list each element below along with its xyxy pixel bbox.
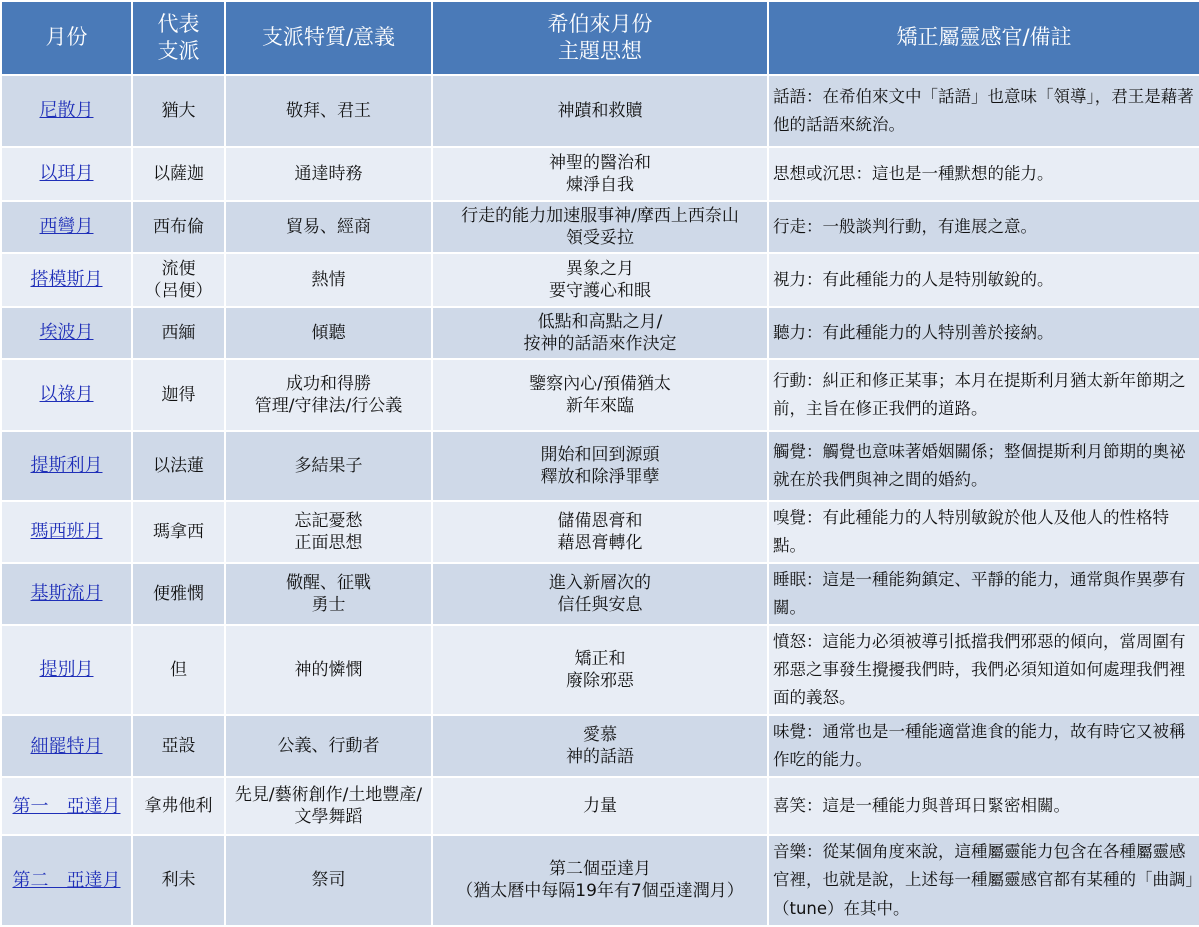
- note-cell: 視力：有此種能力的人是特別敏銳的。: [768, 253, 1199, 307]
- theme-cell: [432, 501, 768, 563]
- tribe-cell-line: 流便: [161, 258, 196, 279]
- month-link[interactable]: 瑪西班月: [30, 521, 103, 543]
- tribe-cell-line: 便雅憫: [153, 583, 204, 604]
- theme-cell-line: 愛慕: [583, 724, 617, 745]
- theme-cell-line: 行走的能力加速服事神/摩西上西奈山: [461, 205, 739, 226]
- theme-cell-line: （猶太曆中每隔19年有7個亞達潤月）: [456, 881, 744, 902]
- month-cell: [1, 501, 132, 563]
- month-cell: [1, 253, 132, 307]
- note-cell: 話語：在希伯來文中「話語」也意味「領導」，君王是藉著他的話語來統治。: [768, 75, 1199, 147]
- month-link[interactable]: 提斯利月: [30, 455, 103, 477]
- tribe-cell: [132, 777, 225, 835]
- theme-cell-line: 異象之月: [566, 258, 634, 279]
- tribe-cell: [132, 147, 225, 201]
- table-row: [1, 359, 1199, 431]
- trait-cell: [225, 501, 432, 563]
- month-link[interactable]: 第二 亞達月: [12, 869, 121, 891]
- note-cell: 聽力：有此種能力的人特別善於接納。: [768, 307, 1199, 359]
- trait-cell: [225, 147, 432, 201]
- trait-cell: [225, 625, 432, 715]
- theme-cell: [432, 715, 768, 777]
- theme-cell-line: 進入新層次的: [549, 572, 651, 593]
- month-link[interactable]: 西彎月: [39, 216, 94, 238]
- trait-cell-line: 多結果子: [294, 455, 363, 476]
- theme-cell-line: 按神的話語來作決定: [523, 334, 677, 354]
- note-cell: 思想或沉思：這也是一種默想的能力。: [768, 147, 1199, 201]
- tribe-cell-line: 西布倫: [153, 216, 204, 237]
- trait-cell-line: 神的憐憫: [294, 660, 363, 681]
- month-link[interactable]: 提別月: [39, 659, 94, 681]
- theme-cell-line: 神的話語: [566, 747, 634, 768]
- tribe-cell: [132, 715, 225, 777]
- trait-cell-line: 通達時務: [294, 163, 363, 184]
- tribe-cell: [132, 835, 225, 925]
- table-row: [1, 201, 1199, 253]
- tribe-cell: [132, 201, 225, 253]
- trait-cell: [225, 715, 432, 777]
- trait-cell-line: 敬拜、君王: [286, 100, 371, 121]
- trait-cell-line: 傾聽: [311, 322, 346, 343]
- theme-cell: [432, 147, 768, 201]
- trait-cell-line: 管理/守律法/行公義: [254, 396, 403, 416]
- theme-cell-line: 鑒察內心/預備猶太: [529, 373, 671, 394]
- table-row: [1, 835, 1199, 925]
- month-cell: [1, 359, 132, 431]
- tribe-cell-line: 利未: [161, 870, 196, 891]
- theme-cell-line: 廢除邪惡: [566, 671, 634, 692]
- table-row: [1, 307, 1199, 359]
- month-cell: [1, 431, 132, 501]
- month-link[interactable]: 基斯流月: [30, 583, 103, 605]
- note-cell: 音樂：從某個角度來說，這種屬靈能力包含在各種屬靈感官裡，也就是說，上述每一種屬靈感官都有某種的「曲調」（tune）在其中。: [768, 835, 1199, 925]
- tribe-cell: [132, 625, 225, 715]
- trait-cell-line: 先見/藝術創作/土地豐產/文學舞蹈: [234, 784, 423, 828]
- theme-cell: [432, 563, 768, 625]
- month-cell: [1, 625, 132, 715]
- theme-cell-line: 低點和高點之月/: [537, 311, 663, 332]
- trait-cell-line: 正面思想: [294, 533, 363, 554]
- note-cell: 睡眠：這是一種能夠鎮定、平靜的能力，通常與作異夢有關。: [768, 563, 1199, 625]
- note-cell: 行走：一般談判行動，有進展之意。: [768, 201, 1199, 253]
- theme-cell: [432, 625, 768, 715]
- tribe-cell-line: 以薩迦: [153, 163, 204, 184]
- theme-cell: [432, 835, 768, 925]
- table-row: [1, 75, 1199, 147]
- note-cell: 行動：糾正和修正某事；本月在提斯利月猶太新年節期之前，主旨在修正我們的道路。: [768, 359, 1199, 431]
- tribe-cell: [132, 75, 225, 147]
- note-cell: 味覺：通常也是一種能適當進食的能力，故有時它又被稱作吃的能力。: [768, 715, 1199, 777]
- trait-cell-line: 熱情: [311, 269, 346, 290]
- theme-cell-line: 信任與安息: [557, 595, 643, 616]
- trait-cell: [225, 307, 432, 359]
- tribe-cell-line: 拿弗他利: [144, 796, 213, 817]
- table-row: [1, 777, 1199, 835]
- note-cell: 喜笑：這是一種能力與普珥日緊密相關。: [768, 777, 1199, 835]
- theme-cell-line: 矯正和: [574, 648, 626, 669]
- note-cell: 觸覺：觸覺也意味著婚姻關係；整個提斯利月節期的奧祕就在於我們與神之間的婚約。: [768, 431, 1199, 501]
- theme-cell-line: 神蹟和救贖: [557, 100, 643, 121]
- theme-cell-line: 要守護心和眼: [549, 281, 651, 301]
- tribe-cell-line: 西緬: [161, 322, 196, 343]
- tribe-cell-line: 猶大: [161, 100, 196, 121]
- trait-cell-line: 儆醒、征戰: [286, 572, 371, 593]
- tribe-cell: [132, 501, 225, 563]
- header-month: 月份: [1, 1, 132, 75]
- table-row: [1, 563, 1199, 625]
- month-link[interactable]: 第一 亞達月: [12, 795, 121, 817]
- trait-cell-line: 勇士: [311, 595, 346, 616]
- theme-cell-line: 力量: [583, 796, 617, 817]
- tribe-cell-line: 但: [170, 660, 187, 681]
- tribe-cell: [132, 431, 225, 501]
- month-link[interactable]: 以珥月: [39, 163, 94, 185]
- header-note: 矯正屬靈感官/備註: [768, 1, 1199, 75]
- trait-cell: [225, 359, 432, 431]
- theme-cell-line: 藉恩膏轉化: [557, 533, 643, 554]
- month-link[interactable]: 以祿月: [39, 384, 94, 406]
- tribe-cell-line: 瑪拿西: [153, 521, 204, 542]
- month-cell: [1, 201, 132, 253]
- tribe-cell: [132, 253, 225, 307]
- theme-cell-line: 新年來臨: [566, 396, 634, 416]
- month-cell: [1, 715, 132, 777]
- trait-cell: [225, 835, 432, 925]
- tribe-cell-line: 迦得: [161, 384, 196, 405]
- month-link[interactable]: 搭模斯月: [30, 269, 103, 291]
- trait-cell: [225, 563, 432, 625]
- table-body: [1, 75, 1199, 926]
- theme-cell-line: 儲備恩膏和: [557, 510, 643, 531]
- trait-cell: [225, 253, 432, 307]
- month-cell: [1, 75, 132, 147]
- month-cell: [1, 777, 132, 835]
- tribe-cell-line: 亞設: [161, 736, 196, 757]
- month-cell: [1, 835, 132, 925]
- table-row: [1, 431, 1199, 501]
- month-link[interactable]: 尼散月: [39, 100, 94, 122]
- header-theme: 希伯來月份 主題思想: [432, 1, 768, 75]
- table-row: [1, 253, 1199, 307]
- month-link[interactable]: 細罷特月: [30, 735, 103, 757]
- theme-cell: [432, 359, 768, 431]
- month-link[interactable]: 埃波月: [39, 322, 94, 344]
- theme-cell-line: 第二個亞達月: [549, 859, 651, 880]
- table-row: [1, 501, 1199, 563]
- trait-cell-line: 祭司: [311, 870, 346, 891]
- trait-cell-line: 公義、行動者: [277, 736, 380, 757]
- trait-cell: [225, 201, 432, 253]
- theme-cell: [432, 253, 768, 307]
- header-trait: 支派特質/意義: [225, 1, 432, 75]
- month-cell: [1, 563, 132, 625]
- theme-cell: [432, 431, 768, 501]
- table-row: [1, 715, 1199, 777]
- trait-cell: [225, 75, 432, 147]
- tribe-cell: [132, 307, 225, 359]
- theme-cell-line: 釋放和除淨罪孽: [540, 467, 660, 487]
- month-cell: [1, 147, 132, 201]
- header-row: [1, 1, 1199, 75]
- theme-cell: [432, 75, 768, 147]
- trait-cell: [225, 431, 432, 501]
- theme-cell-line: 神聖的醫治和: [549, 152, 651, 173]
- trait-cell-line: 忘記憂愁: [294, 510, 363, 531]
- note-cell: 憤怒：這能力必須被導引抵擋我們邪惡的傾向，當周圍有邪惡之事發生攪擾我們時，我們必須知道如何處理我們裡面的義怒。: [768, 625, 1199, 715]
- tribe-cell: [132, 563, 225, 625]
- theme-cell: [432, 201, 768, 253]
- table-row: [1, 147, 1199, 201]
- trait-cell: [225, 777, 432, 835]
- theme-cell-line: 開始和回到源頭: [540, 444, 660, 465]
- theme-cell: [432, 777, 768, 835]
- theme-cell-line: 煉淨自我: [566, 175, 634, 195]
- table-row: [1, 625, 1199, 715]
- tribe-cell-line: 以法蓮: [153, 455, 204, 476]
- tribe-cell: [132, 359, 225, 431]
- note-cell: 嗅覺：有此種能力的人特別敏銳於他人及他人的性格特點。: [768, 501, 1199, 563]
- theme-cell-line: 領受妥拉: [566, 228, 634, 248]
- trait-cell-line: 成功和得勝: [286, 373, 371, 394]
- header-tribe: 代表 支派: [132, 1, 225, 75]
- tribe-cell-line: （呂便）: [144, 281, 213, 301]
- theme-cell: [432, 307, 768, 359]
- trait-cell-line: 貿易、經商: [286, 216, 371, 237]
- month-cell: [1, 307, 132, 359]
